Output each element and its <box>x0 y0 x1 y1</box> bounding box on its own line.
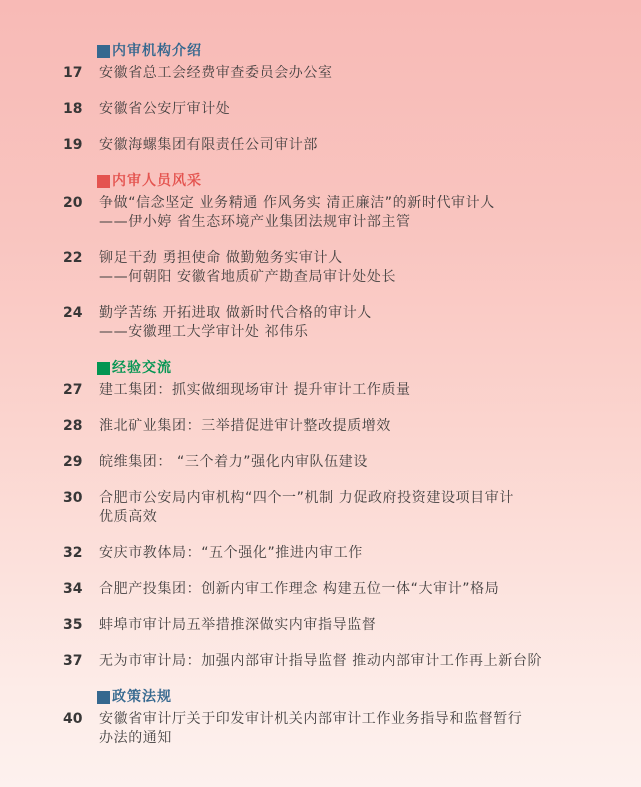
toc-item <box>63 544 613 563</box>
toc-item <box>63 652 613 671</box>
item-title: 蚌埠市审计局五举措推深做实内审指导监督 <box>99 617 377 633</box>
item-title: 争做“信念坚定 业务精通 作风务实 清正廉洁”的新时代审计人 <box>99 195 495 211</box>
page-number: 28 <box>63 418 83 434</box>
section-marker-icon <box>97 362 110 375</box>
item-title-continued: 优质高效 <box>99 509 158 525</box>
toc-item <box>63 249 613 287</box>
page-number: 20 <box>63 195 83 211</box>
page-number: 24 <box>63 305 83 321</box>
section-title: 内审机构介绍 <box>112 43 202 59</box>
page-number: 18 <box>63 101 83 117</box>
section-title: 政策法规 <box>112 689 172 705</box>
toc-item <box>63 136 613 155</box>
section-marker-icon <box>97 175 110 188</box>
section-header <box>97 172 613 190</box>
page-number: 30 <box>63 490 83 506</box>
toc-item <box>63 381 613 400</box>
item-title: 合肥产投集团：创新内审工作理念 构建五位一体“大审计”格局 <box>99 581 500 597</box>
toc-item <box>63 453 613 472</box>
toc-item <box>63 100 613 119</box>
page-number: 32 <box>63 545 83 561</box>
section-header <box>97 359 613 377</box>
item-title: 安徽省公安厅审计处 <box>99 101 231 117</box>
page-number: 40 <box>63 711 83 727</box>
item-title: 建工集团：抓实做细现场审计 提升审计工作质量 <box>99 382 411 398</box>
page-number: 35 <box>63 617 83 633</box>
toc-item <box>63 616 613 635</box>
toc-item <box>63 710 613 748</box>
section-internal-audit-organs <box>63 42 613 155</box>
toc-item <box>63 417 613 436</box>
toc-item <box>63 489 613 527</box>
section-policies-regulations <box>63 688 613 748</box>
toc-item <box>63 64 613 83</box>
section-header <box>97 42 613 60</box>
item-title: 铆足干劲 勇担使命 做勤勉务实审计人 <box>99 250 343 266</box>
toc-item <box>63 580 613 599</box>
item-subtitle: ——安徽理工大学审计处 祁伟乐 <box>99 324 309 340</box>
toc-item <box>63 304 613 342</box>
page-number: 29 <box>63 454 83 470</box>
item-subtitle: ——伊小婷 省生态环境产业集团法规审计部主管 <box>99 214 411 230</box>
item-title: 无为市审计局：加强内部审计指导监督 推动内部审计工作再上新台阶 <box>99 653 543 669</box>
item-title: 皖维集团： “三个着力”强化内审队伍建设 <box>99 454 368 470</box>
item-title: 安徽海螺集团有限责任公司审计部 <box>99 137 318 153</box>
item-subtitle: ——何朝阳 安徽省地质矿产勘查局审计处处长 <box>99 269 397 285</box>
section-header <box>97 688 613 706</box>
section-title: 经验交流 <box>112 360 172 376</box>
page-number: 17 <box>63 65 83 81</box>
page-number: 34 <box>63 581 83 597</box>
item-title: 安庆市教体局：“五个强化”推进内审工作 <box>99 545 363 561</box>
section-marker-icon <box>97 45 110 58</box>
section-experience-exchange <box>63 359 613 671</box>
page-number: 19 <box>63 137 83 153</box>
page-number: 22 <box>63 250 83 266</box>
section-marker-icon <box>97 691 110 704</box>
item-title: 安徽省总工会经费审查委员会办公室 <box>99 65 333 81</box>
page-number: 27 <box>63 382 83 398</box>
section-internal-audit-people <box>63 172 613 342</box>
item-title: 安徽省审计厅关于印发审计机关内部审计工作业务指导和监督暂行 <box>99 711 523 727</box>
section-title: 内审人员风采 <box>112 173 202 189</box>
item-title: 淮北矿业集团：三举措促进审计整改提质增效 <box>99 418 391 434</box>
item-title-continued: 办法的通知 <box>99 730 172 746</box>
item-title: 勤学苦练 开拓进取 做新时代合格的审计人 <box>99 305 372 321</box>
page-number: 37 <box>63 653 83 669</box>
toc-item <box>63 194 613 232</box>
item-title: 合肥市公安局内审机构“四个一”机制 力促政府投资建设项目审计 <box>99 490 514 506</box>
